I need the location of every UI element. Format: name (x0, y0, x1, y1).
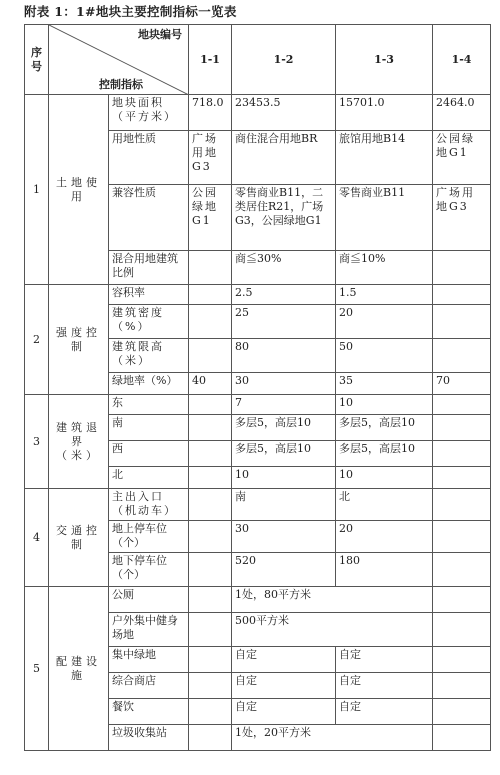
indicator-label: 绿地率（%） (109, 373, 189, 395)
indicator-label: 地下停车位（个） (109, 553, 189, 587)
value-cell: 50 (336, 339, 433, 373)
value-cell: 商≦30% (232, 251, 336, 285)
indicator-label: 地块面积（平方米） (109, 95, 189, 131)
value-cell (433, 521, 491, 553)
header-row (25, 25, 491, 95)
value-cell: 广场用地G3 (189, 131, 232, 185)
section-category: 建筑退界（米） (49, 395, 109, 489)
indicator-label: 南 (109, 415, 189, 441)
indicator-label: 户外集中健身场地 (109, 613, 189, 647)
page-title: 附表 1：1#地块主要控制指标一览表 (24, 4, 237, 19)
value-cell: 70 (433, 373, 491, 395)
value-cell: 1处，80平方米 (232, 587, 433, 613)
value-cell (189, 489, 232, 521)
value-cell (433, 415, 491, 441)
section-category: 土地使用 (49, 95, 109, 285)
value-cell (433, 489, 491, 521)
value-cell (189, 467, 232, 489)
value-cell: 自定 (336, 699, 433, 725)
section-category: 交通控制 (49, 489, 109, 587)
value-cell: 30 (232, 521, 336, 553)
value-cell: 自定 (336, 673, 433, 699)
indicator-label: 北 (109, 467, 189, 489)
value-cell (433, 251, 491, 285)
value-cell: 40 (189, 373, 232, 395)
value-cell: 80 (232, 339, 336, 373)
value-cell (189, 587, 232, 613)
value-cell: 23453.5 (232, 95, 336, 131)
value-cell: 南 (232, 489, 336, 521)
plot-header: 1-1 (189, 25, 232, 95)
value-cell (433, 441, 491, 467)
indicator-label: 兼容性质 (109, 185, 189, 251)
value-cell (433, 647, 491, 673)
value-cell: 718.0 (189, 95, 232, 131)
value-cell (189, 251, 232, 285)
value-cell (433, 395, 491, 415)
value-cell (189, 441, 232, 467)
value-cell: 7 (232, 395, 336, 415)
indicator-label: 西 (109, 441, 189, 467)
indicator-label: 垃圾收集站 (109, 725, 189, 751)
value-cell (189, 647, 232, 673)
value-cell: 20 (336, 305, 433, 339)
value-cell (433, 699, 491, 725)
value-cell (433, 305, 491, 339)
indicator-label: 容积率 (109, 285, 189, 305)
seq-header: 序号 (25, 25, 49, 95)
section-category: 配建设施 (49, 587, 109, 751)
table-row (25, 587, 491, 613)
value-cell (433, 613, 491, 647)
diagonal-header-cell (49, 25, 189, 95)
indicator-label: 建筑密度（%） (109, 305, 189, 339)
value-cell: 公园绿地G1 (189, 185, 232, 251)
value-cell (433, 673, 491, 699)
value-cell (433, 725, 491, 751)
table-row (25, 285, 491, 305)
value-cell: 多层5，高层10 (336, 415, 433, 441)
value-cell (433, 467, 491, 489)
value-cell: 2464.0 (433, 95, 491, 131)
table-row (25, 489, 491, 521)
value-cell: 自定 (232, 647, 336, 673)
value-cell: 多层5，高层10 (232, 441, 336, 467)
value-cell: 零售商业B11 (336, 185, 433, 251)
value-cell: 520 (232, 553, 336, 587)
value-cell: 多层5，高层10 (232, 415, 336, 441)
section-number: 5 (25, 587, 49, 751)
indicator-label: 公厕 (109, 587, 189, 613)
indicator-label: 主出入口（机动车） (109, 489, 189, 521)
indicator-label: 控制指标 (99, 78, 143, 91)
value-cell: 30 (232, 373, 336, 395)
value-cell (189, 553, 232, 587)
control-indicator-table (24, 24, 491, 751)
value-cell: 商≦10% (336, 251, 433, 285)
indicator-label: 混合用地建筑比例 (109, 251, 189, 285)
plot-header: 1-4 (433, 25, 491, 95)
value-cell: 15701.0 (336, 95, 433, 131)
value-cell (189, 305, 232, 339)
indicator-label: 餐饮 (109, 699, 189, 725)
value-cell: 500平方米 (232, 613, 433, 647)
plot-header: 1-3 (336, 25, 433, 95)
value-cell: 零售商业B11，二类居住R21，广场G3，公园绿地G1 (232, 185, 336, 251)
value-cell (189, 521, 232, 553)
value-cell: 自定 (232, 673, 336, 699)
value-cell: 10 (232, 467, 336, 489)
value-cell: 广场用地G3 (433, 185, 491, 251)
indicator-label: 用地性质 (109, 131, 189, 185)
indicator-label: 地上停车位（个） (109, 521, 189, 553)
value-cell (189, 285, 232, 305)
value-cell: 2.5 (232, 285, 336, 305)
value-cell (189, 415, 232, 441)
section-number: 1 (25, 95, 49, 285)
value-cell: 10 (336, 467, 433, 489)
value-cell: 多层5，高层10 (336, 441, 433, 467)
value-cell: 20 (336, 521, 433, 553)
value-cell: 35 (336, 373, 433, 395)
table-row (25, 395, 491, 415)
value-cell (189, 339, 232, 373)
value-cell: 1.5 (336, 285, 433, 305)
table-row (25, 95, 491, 131)
value-cell: 1处，20平方米 (232, 725, 433, 751)
value-cell (433, 339, 491, 373)
value-cell: 商住混合用地BR (232, 131, 336, 185)
section-number: 3 (25, 395, 49, 489)
value-cell: 旅馆用地B14 (336, 131, 433, 185)
value-cell (189, 395, 232, 415)
value-cell: 自定 (232, 699, 336, 725)
value-cell (189, 613, 232, 647)
value-cell: 25 (232, 305, 336, 339)
value-cell: 10 (336, 395, 433, 415)
value-cell (433, 553, 491, 587)
value-cell: 180 (336, 553, 433, 587)
value-cell: 公园绿地G1 (433, 131, 491, 185)
indicator-label: 综合商店 (109, 673, 189, 699)
value-cell (189, 699, 232, 725)
section-number: 4 (25, 489, 49, 587)
value-cell (189, 725, 232, 751)
indicator-label: 集中绿地 (109, 647, 189, 673)
section-number: 2 (25, 285, 49, 395)
plot-header: 1-2 (232, 25, 336, 95)
value-cell: 自定 (336, 647, 433, 673)
value-cell (189, 673, 232, 699)
indicator-label: 东 (109, 395, 189, 415)
indicator-label: 建筑限高（米） (109, 339, 189, 373)
section-category: 强度控制 (49, 285, 109, 395)
plot-number-label: 地块编号 (138, 28, 182, 41)
value-cell (433, 587, 491, 613)
value-cell: 北 (336, 489, 433, 521)
value-cell (433, 285, 491, 305)
